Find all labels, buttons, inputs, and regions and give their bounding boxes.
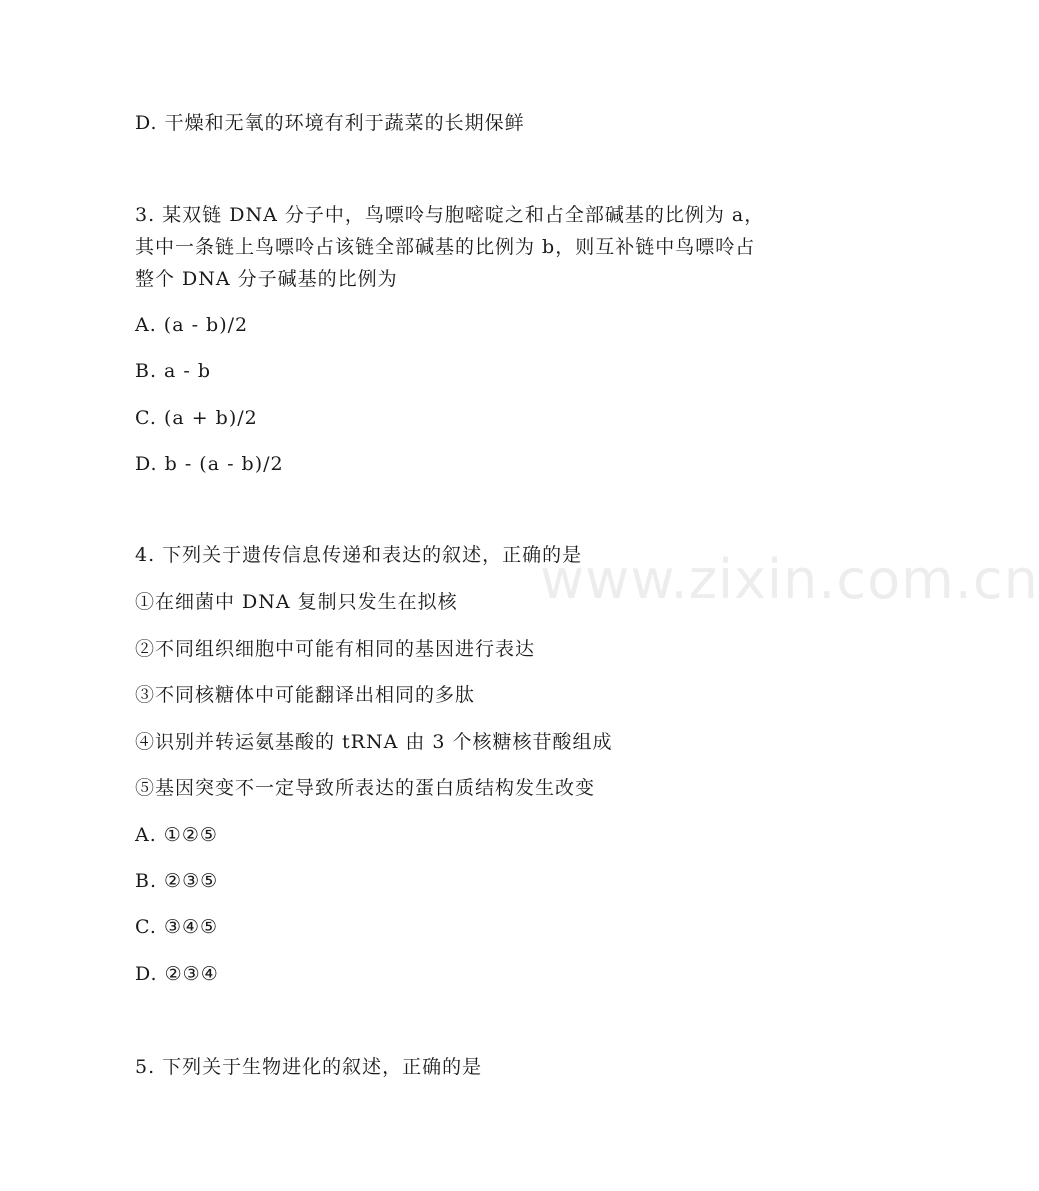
q4-item-4: ④识别并转运氨基酸的 tRNA 由 3 个核糖核苷酸组成: [135, 731, 613, 753]
q4-option-b: B. ②③⑤: [135, 870, 219, 892]
q4-item-3: ③不同核糖体中可能翻译出相同的多肽: [135, 684, 476, 706]
q4-option-a: A. ①②⑤: [135, 824, 218, 846]
q3-stem-line-2: 其中一条链上鸟嘌呤占该链全部碱基的比例为 b，则互补链中鸟嘌呤占: [135, 236, 756, 258]
q4-item-1: ①在细菌中 DNA 复制只发生在拟核: [135, 591, 458, 613]
q3-option-b: B. a - b: [135, 360, 212, 382]
watermark: www.zixin.com.cn: [540, 548, 1039, 611]
q4-option-d: D. ②③④: [135, 963, 219, 985]
q3-option-d: D. b - (a - b)/2: [135, 453, 284, 475]
q3-stem-line-3: 整个 DNA 分子碱基的比例为: [135, 268, 398, 290]
q4-option-c: C. ③④⑤: [135, 916, 219, 938]
q2-option-d: D. 干燥和无氧的环境有利于蔬菜的长期保鲜: [135, 112, 525, 134]
q5-stem: 5. 下列关于生物进化的叙述，正确的是: [135, 1056, 483, 1078]
q3-option-c: C. (a + b)/2: [135, 407, 258, 429]
q3-option-a: A. (a - b)/2: [135, 314, 249, 336]
q3-stem-line-1: 3. 某双链 DNA 分子中，鸟嘌呤与胞嘧啶之和占全部碱基的比例为 a，: [135, 204, 765, 226]
q4-stem: 4. 下列关于遗传信息传递和表达的叙述，正确的是: [135, 544, 583, 566]
q4-item-2: ②不同组织细胞中可能有相同的基因进行表达: [135, 638, 536, 660]
q4-item-5: ⑤基因突变不一定导致所表达的蛋白质结构发生改变: [135, 777, 596, 799]
